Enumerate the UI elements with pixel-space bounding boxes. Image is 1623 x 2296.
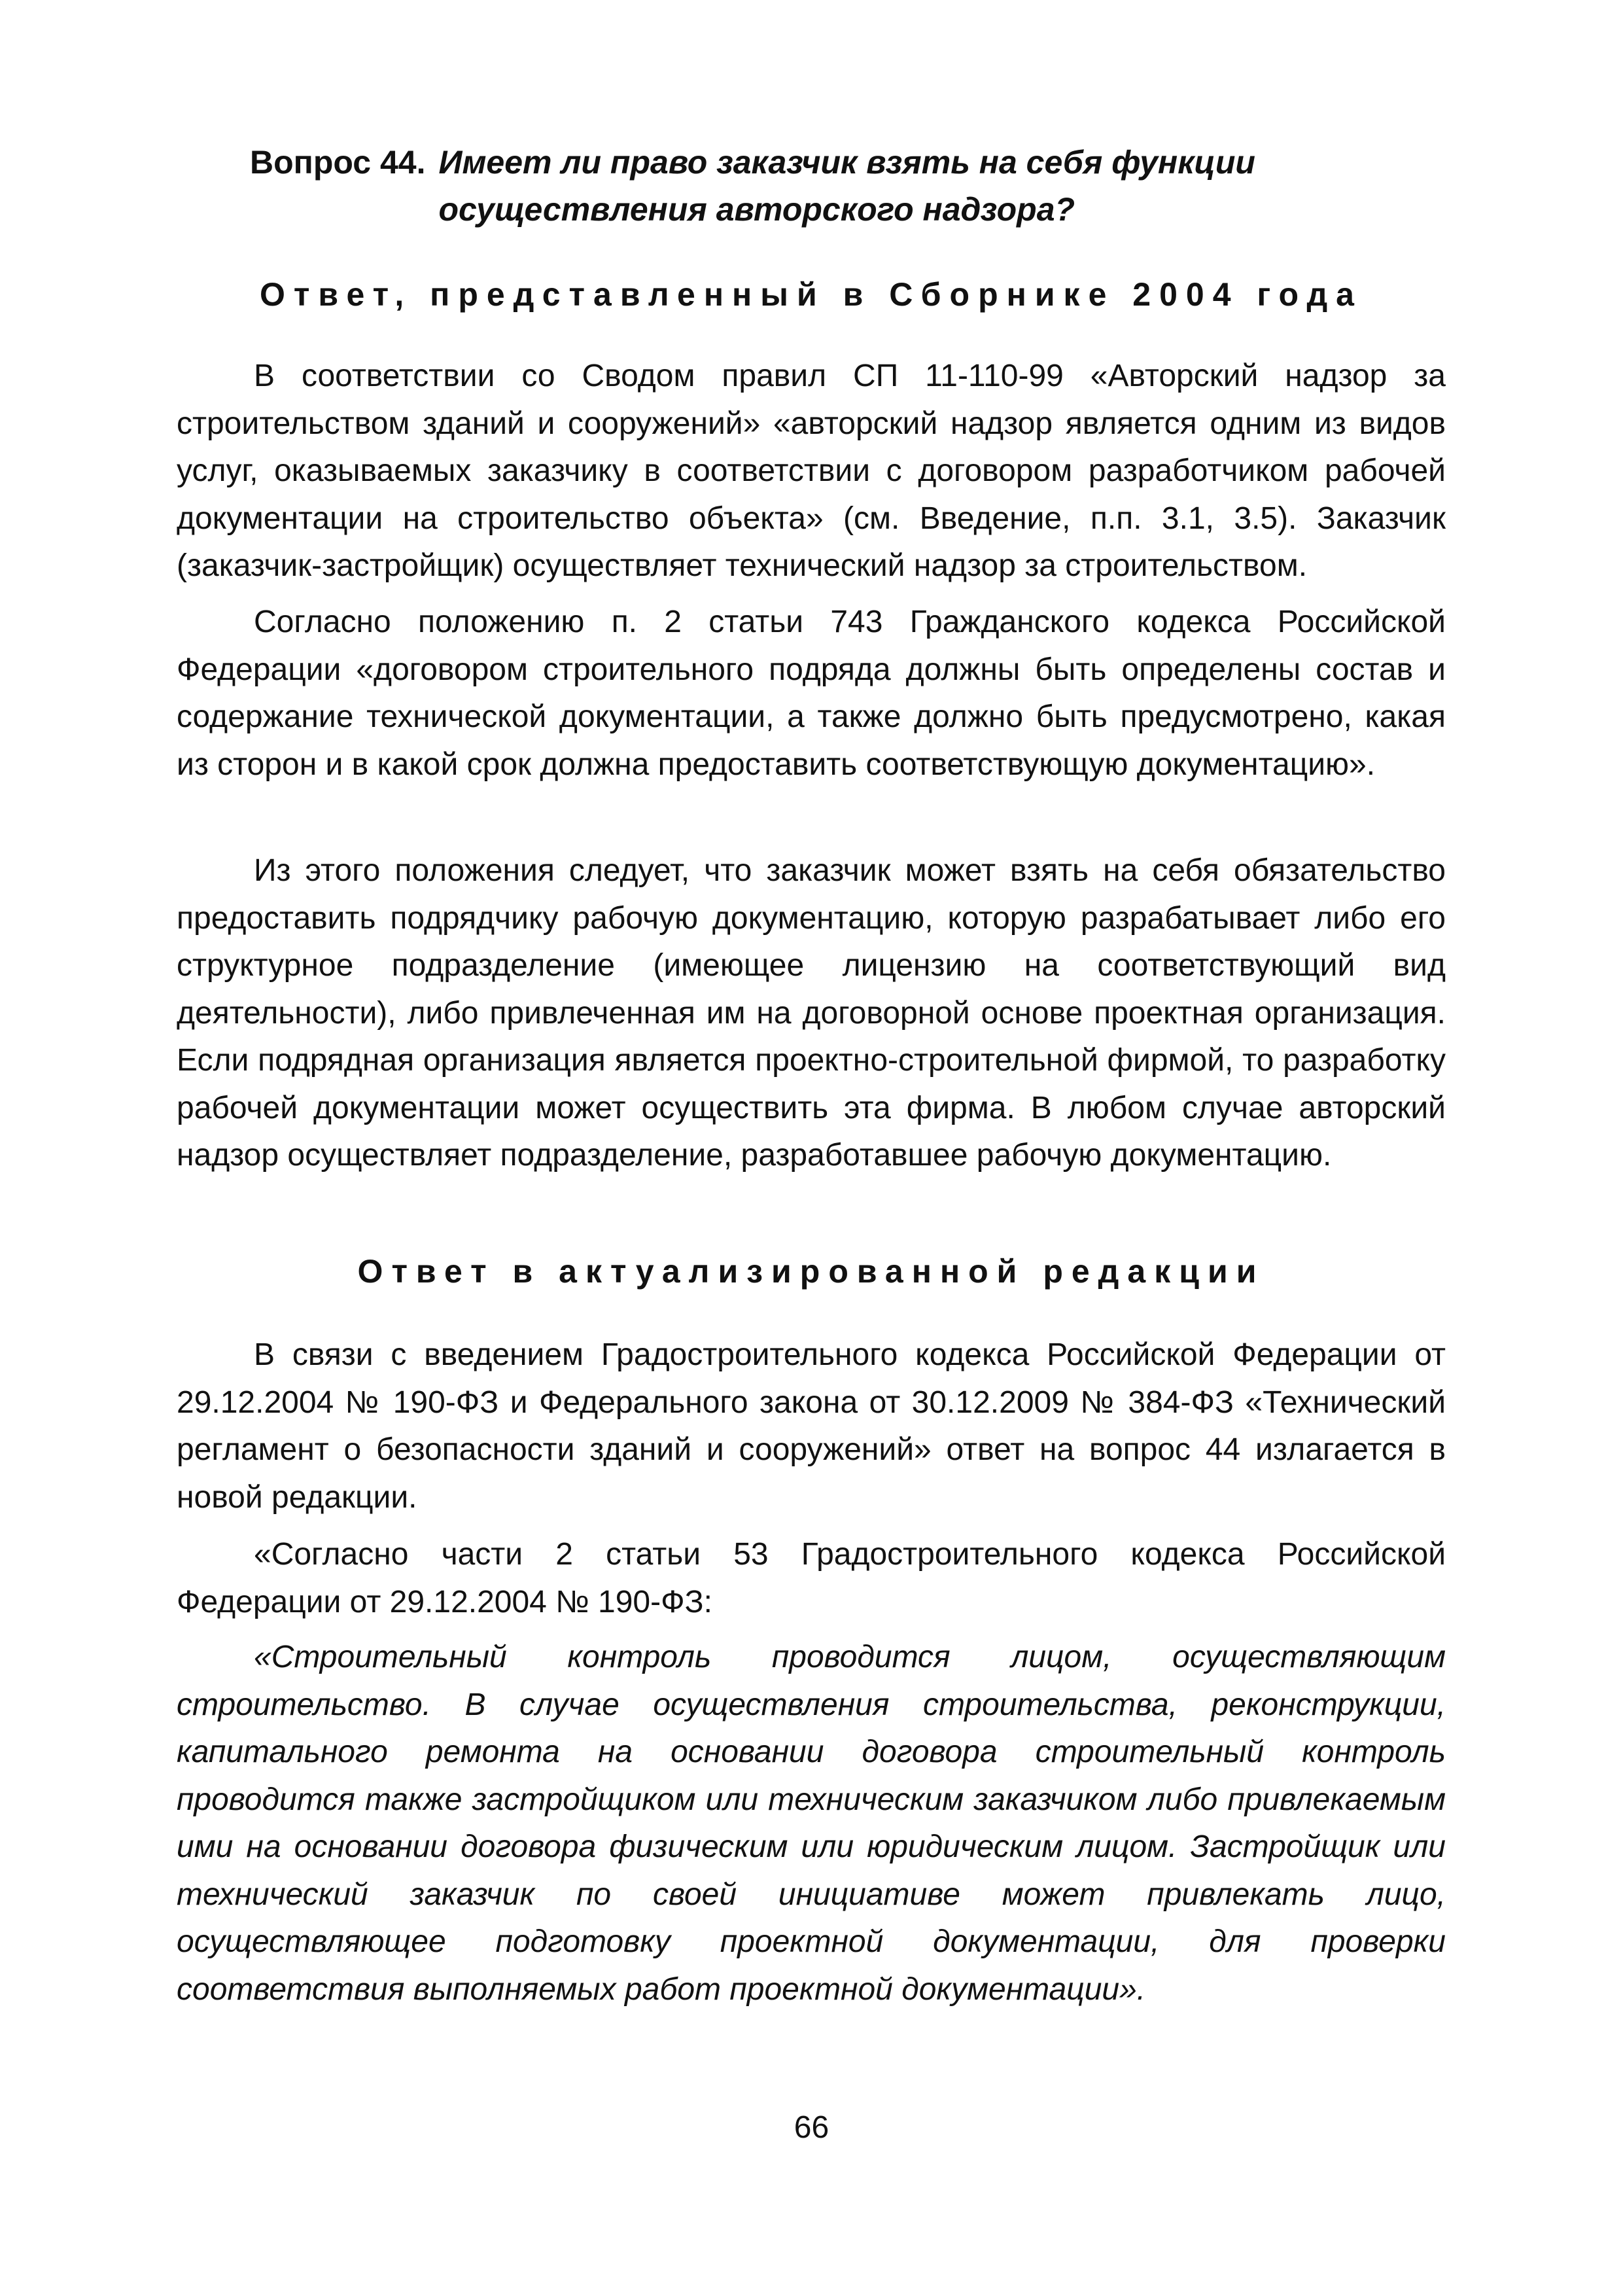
question-label: Вопрос 44. <box>250 144 426 181</box>
paragraph: В соответствии со Сводом правил СП 11-110-99 «Авторский надзор за строительством зданий и сооружений» «авторский надзор является одним из видов услуг, оказываемых заказчику в соответствии с договором разработчиком рабочей документации на строительство объекта» (см. Введение, п.п. 3.1, 3.5). Заказчик (заказчик-застройщик) осуществляет технический надзор за строительством. <box>177 359 1446 583</box>
paragraph: Согласно положению п. 2 статьи 743 Гражданского кодекса Российской Федерации «договором строительного подряда должны быть определены состав и содержание технической документации, а также должно быть предусмотрено, какая из сторон и в какой срок должна предоставить соответствующую документацию». <box>177 605 1446 782</box>
quoted-paragraph: «Строительный контроль проводится лицом, осуществляющим строительство. В случае осуществления строительства, реконструкции, капитального ремонта на основании договора строительный контроль проводится также застройщиком или техническим заказчиком либо привлекаемым ими на основании договора физическим или юридическим лицом. Застройщик или технический заказчик по своей инициативе может привлекать лицо, осуществляющее подготовку проектной документации, для проверки соответствия выполняемых работ проектной документации». <box>177 1640 1446 2007</box>
section-heading-2004: Ответ, представленный в Сборнике 2004 года <box>260 276 1363 313</box>
paragraph: Из этого положения следует, что заказчик может взять на себя обязательство предоставить подрядчику рабочую документацию, которую разрабатывает либо его структурное подразделение (имеющее лицензию на соответствующий вид деятельности), либо привлеченная им на договорной основе проектная организация. Если подрядная организация является проектно-строительной фирмой, то разработку рабочей документации может осуществить эта фирма. В любом случае авторский надзор осуществляет подразделение, разработавшее рабочую документацию. <box>177 853 1446 1173</box>
paragraph: «Согласно части 2 статьи 53 Градостроительного кодекса Российской Федерации от 29.12.2004 № 190-ФЗ: <box>177 1537 1446 1619</box>
question-block <box>250 139 1467 233</box>
section-heading-updated: Ответ в актуализированной редакции <box>357 1253 1265 1290</box>
question-text: Имеет ли право заказчик взять на себя функции осуществления авторского надзора? <box>438 144 1255 228</box>
paragraph: В связи с введением Градостроительного кодекса Российской Федерации от 29.12.2004 № 190-ФЗ и Федерального закона от 30.12.2009 № 384-ФЗ «Технический регламент о безопасности зданий и сооружений» ответ на вопрос 44 излагается в новой редакции. <box>177 1337 1446 1515</box>
page-number: 66 <box>794 2110 829 2145</box>
